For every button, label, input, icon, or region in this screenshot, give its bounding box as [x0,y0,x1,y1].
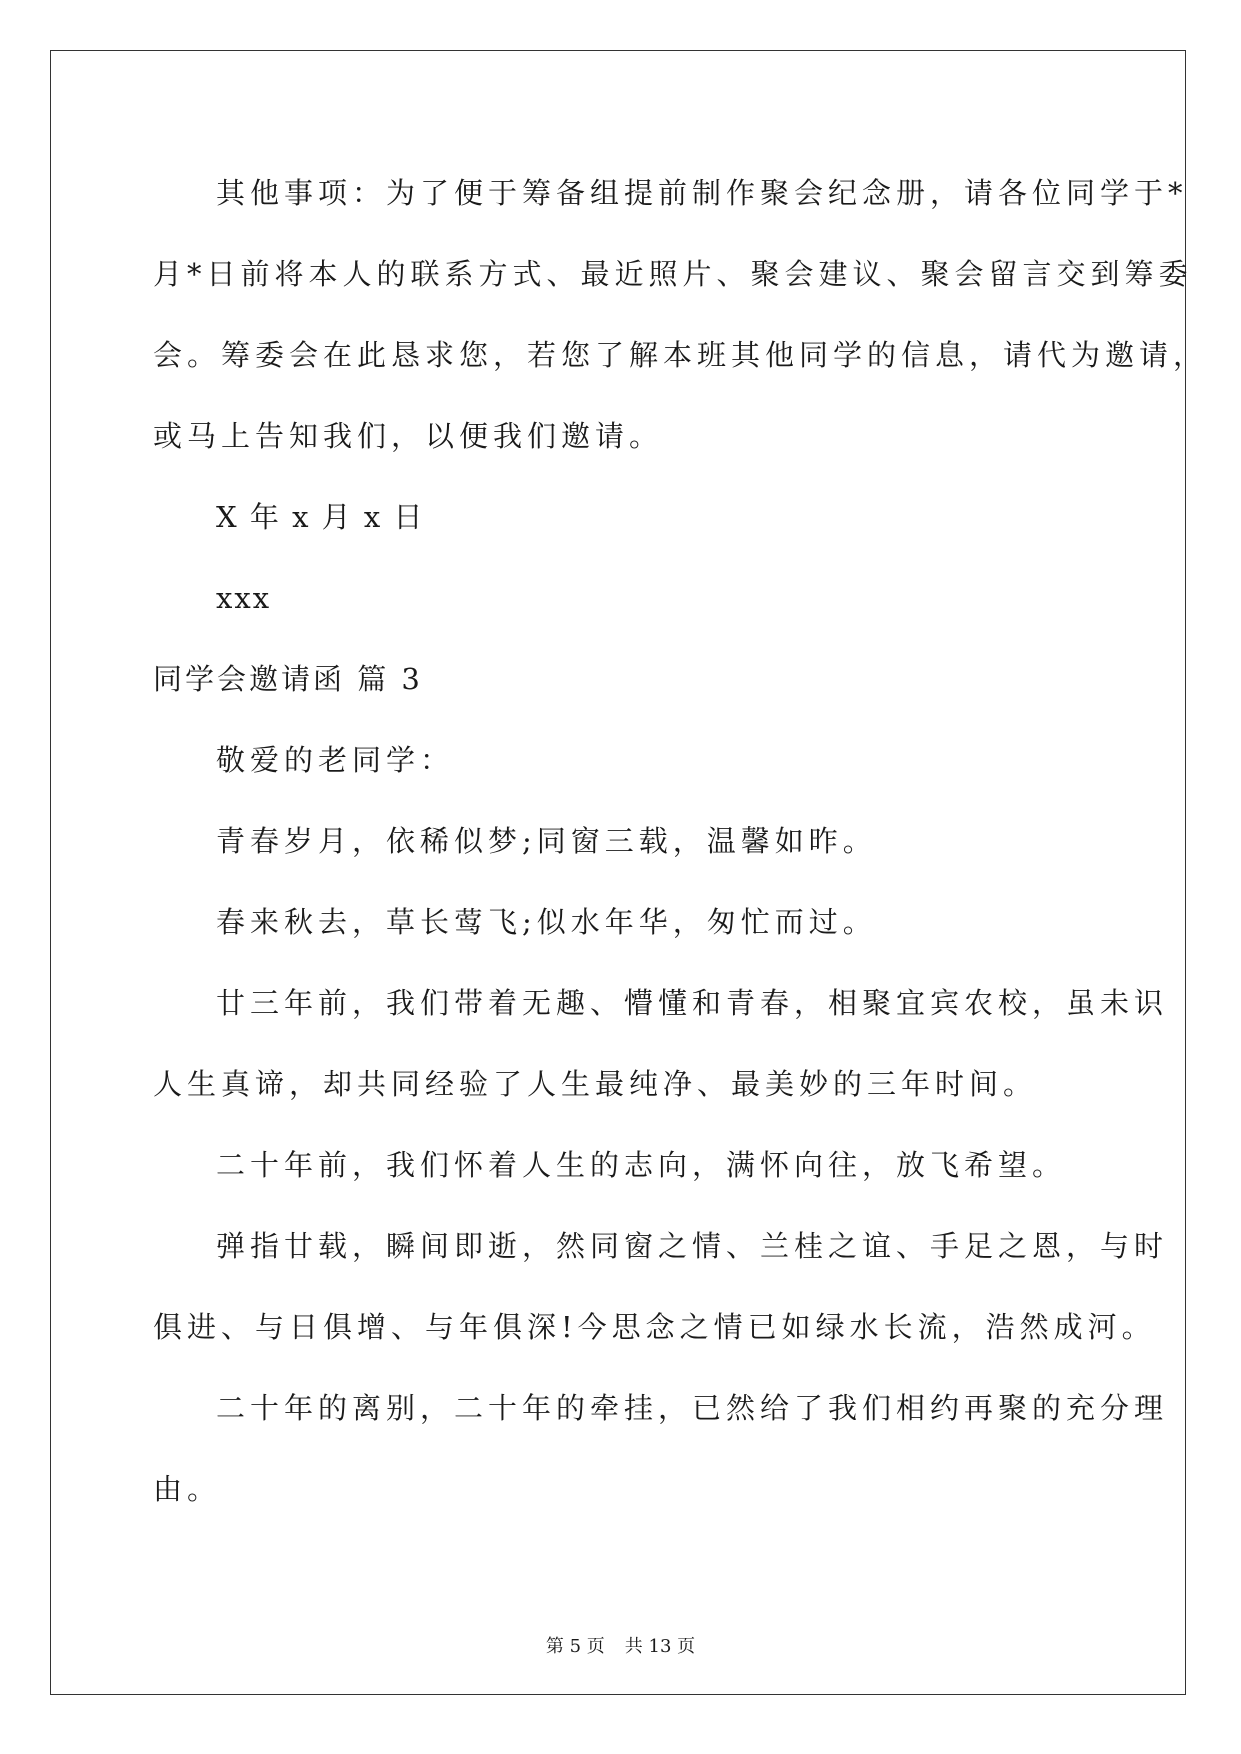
paragraph-line: 其他事项：为了便于筹备组提前制作聚会纪念册，请各位同学于* [216,176,1188,210]
page-border [50,50,1186,1695]
paragraph-line: 或马上告知我们，以便我们邀请。 [153,419,664,453]
salutation: 敬爱的老同学： [216,743,455,777]
paragraph-line: 人生真谛，却共同经验了人生最纯净、最美妙的三年时间。 [153,1067,1038,1101]
paragraph-line: 青春岁月，依稀似梦;同窗三载，温馨如昨。 [216,824,877,858]
page-footer [0,1635,1241,1659]
paragraph-line: 廿三年前，我们带着无趣、懵懂和青春，相聚宜宾农校，虽未识 [216,986,1169,1020]
page-total: 共 13 页 [624,1636,696,1657]
paragraph-line: 由。 [153,1472,222,1506]
paragraph-line: 俱进、与日俱增、与年俱深!今思念之情已如绿水长流，浩然成河。 [153,1310,1156,1344]
paragraph-line: 月*日前将本人的联系方式、最近照片、聚会建议、聚会留言交到筹委 [153,257,1193,291]
paragraph-line: 二十年前，我们怀着人生的志向，满怀向往，放飞希望。 [216,1148,1067,1182]
date-line: X 年 x 月 x 日 [216,500,425,534]
signature-line: xxx [216,581,272,615]
section-heading: 同学会邀请函 篇 3 [153,662,423,696]
paragraph-line: 会。筹委会在此恳求您，若您了解本班其他同学的信息，请代为邀请， [153,338,1208,372]
paragraph-line: 春来秋去，草长莺飞;似水年华，匆忙而过。 [216,905,877,939]
paragraph-line: 弹指廿载，瞬间即逝，然同窗之情、兰桂之谊、手足之恩，与时 [216,1229,1169,1263]
page-number: 第 5 页 [545,1636,605,1657]
paragraph-line: 二十年的离别，二十年的牵挂，已然给了我们相约再聚的充分理 [216,1391,1169,1425]
